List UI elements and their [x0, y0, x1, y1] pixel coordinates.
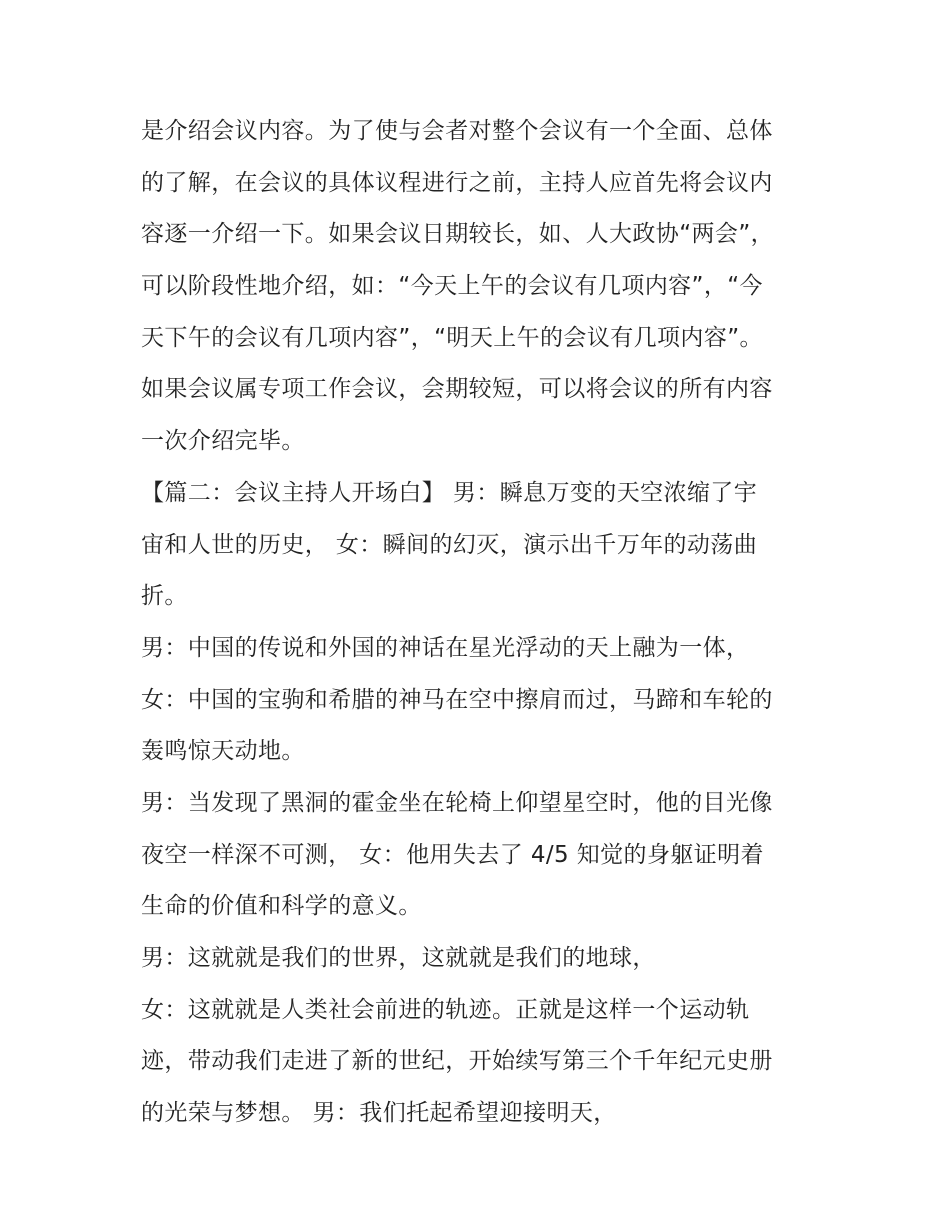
text-line: 宙和人世的历史， 女：瞬间的幻灭，演示出千万年的动荡曲	[141, 531, 758, 558]
text-line: 女：中国的宝驹和希腊的神马在空中擦肩而过，马蹄和车轮的	[141, 686, 773, 713]
text-line: 男：这就就是我们的世界，这就就是我们的地球，	[141, 945, 656, 971]
text-line: 的了解，在会议的具体议程进行之前，主持人应首先将会议内	[141, 169, 773, 196]
text-line: 可以阶段性地介绍，如：“今天上午的会议有几项内容”，“今	[141, 273, 763, 300]
text-line: 如果会议属专项工作会议，会期较短，可以将会议的所有内容	[141, 376, 773, 403]
document-body	[141, 106, 821, 1140]
text-line: 是介绍会议内容。为了使与会者对整个会议有一个全面、总体	[141, 118, 773, 144]
text-line: 的光荣与梦想。 男：我们托起希望迎接明天，	[141, 1100, 617, 1127]
text-line: 迹，带动我们走进了新的世纪，开始续写第三个千年纪元史册	[141, 1048, 773, 1075]
text-line: 女：这就就是人类社会前进的轨迹。正就是这样一个运动轨	[141, 996, 750, 1023]
text-line: 折。	[141, 583, 188, 610]
text-line: 一次介绍完毕。	[141, 428, 305, 455]
text-line: 轰鸣惊天动地。	[141, 738, 305, 765]
text-line: 天下午的会议有几项内容”，“明天上午的会议有几项内容”。	[141, 324, 763, 351]
section-heading-line: 【篇二：会议主持人开场白】 男：瞬息万变的天空浓缩了宇	[141, 479, 758, 506]
text-line: 男：中国的传说和外国的神话在星光浮动的天上融为一体，	[141, 634, 750, 661]
text-line: 男：当发现了黑洞的霍金坐在轮椅上仰望星空时，他的目光像	[141, 789, 773, 816]
text-line: 生命的价值和科学的意义。	[141, 893, 422, 920]
text-line: 容逐一介绍一下。如果会议日期较长，如、人大政协“两会”，	[141, 221, 775, 248]
text-line: 夜空一样深不可测， 女：他用失去了 4/5 知觉的身躯证明着	[141, 841, 764, 868]
